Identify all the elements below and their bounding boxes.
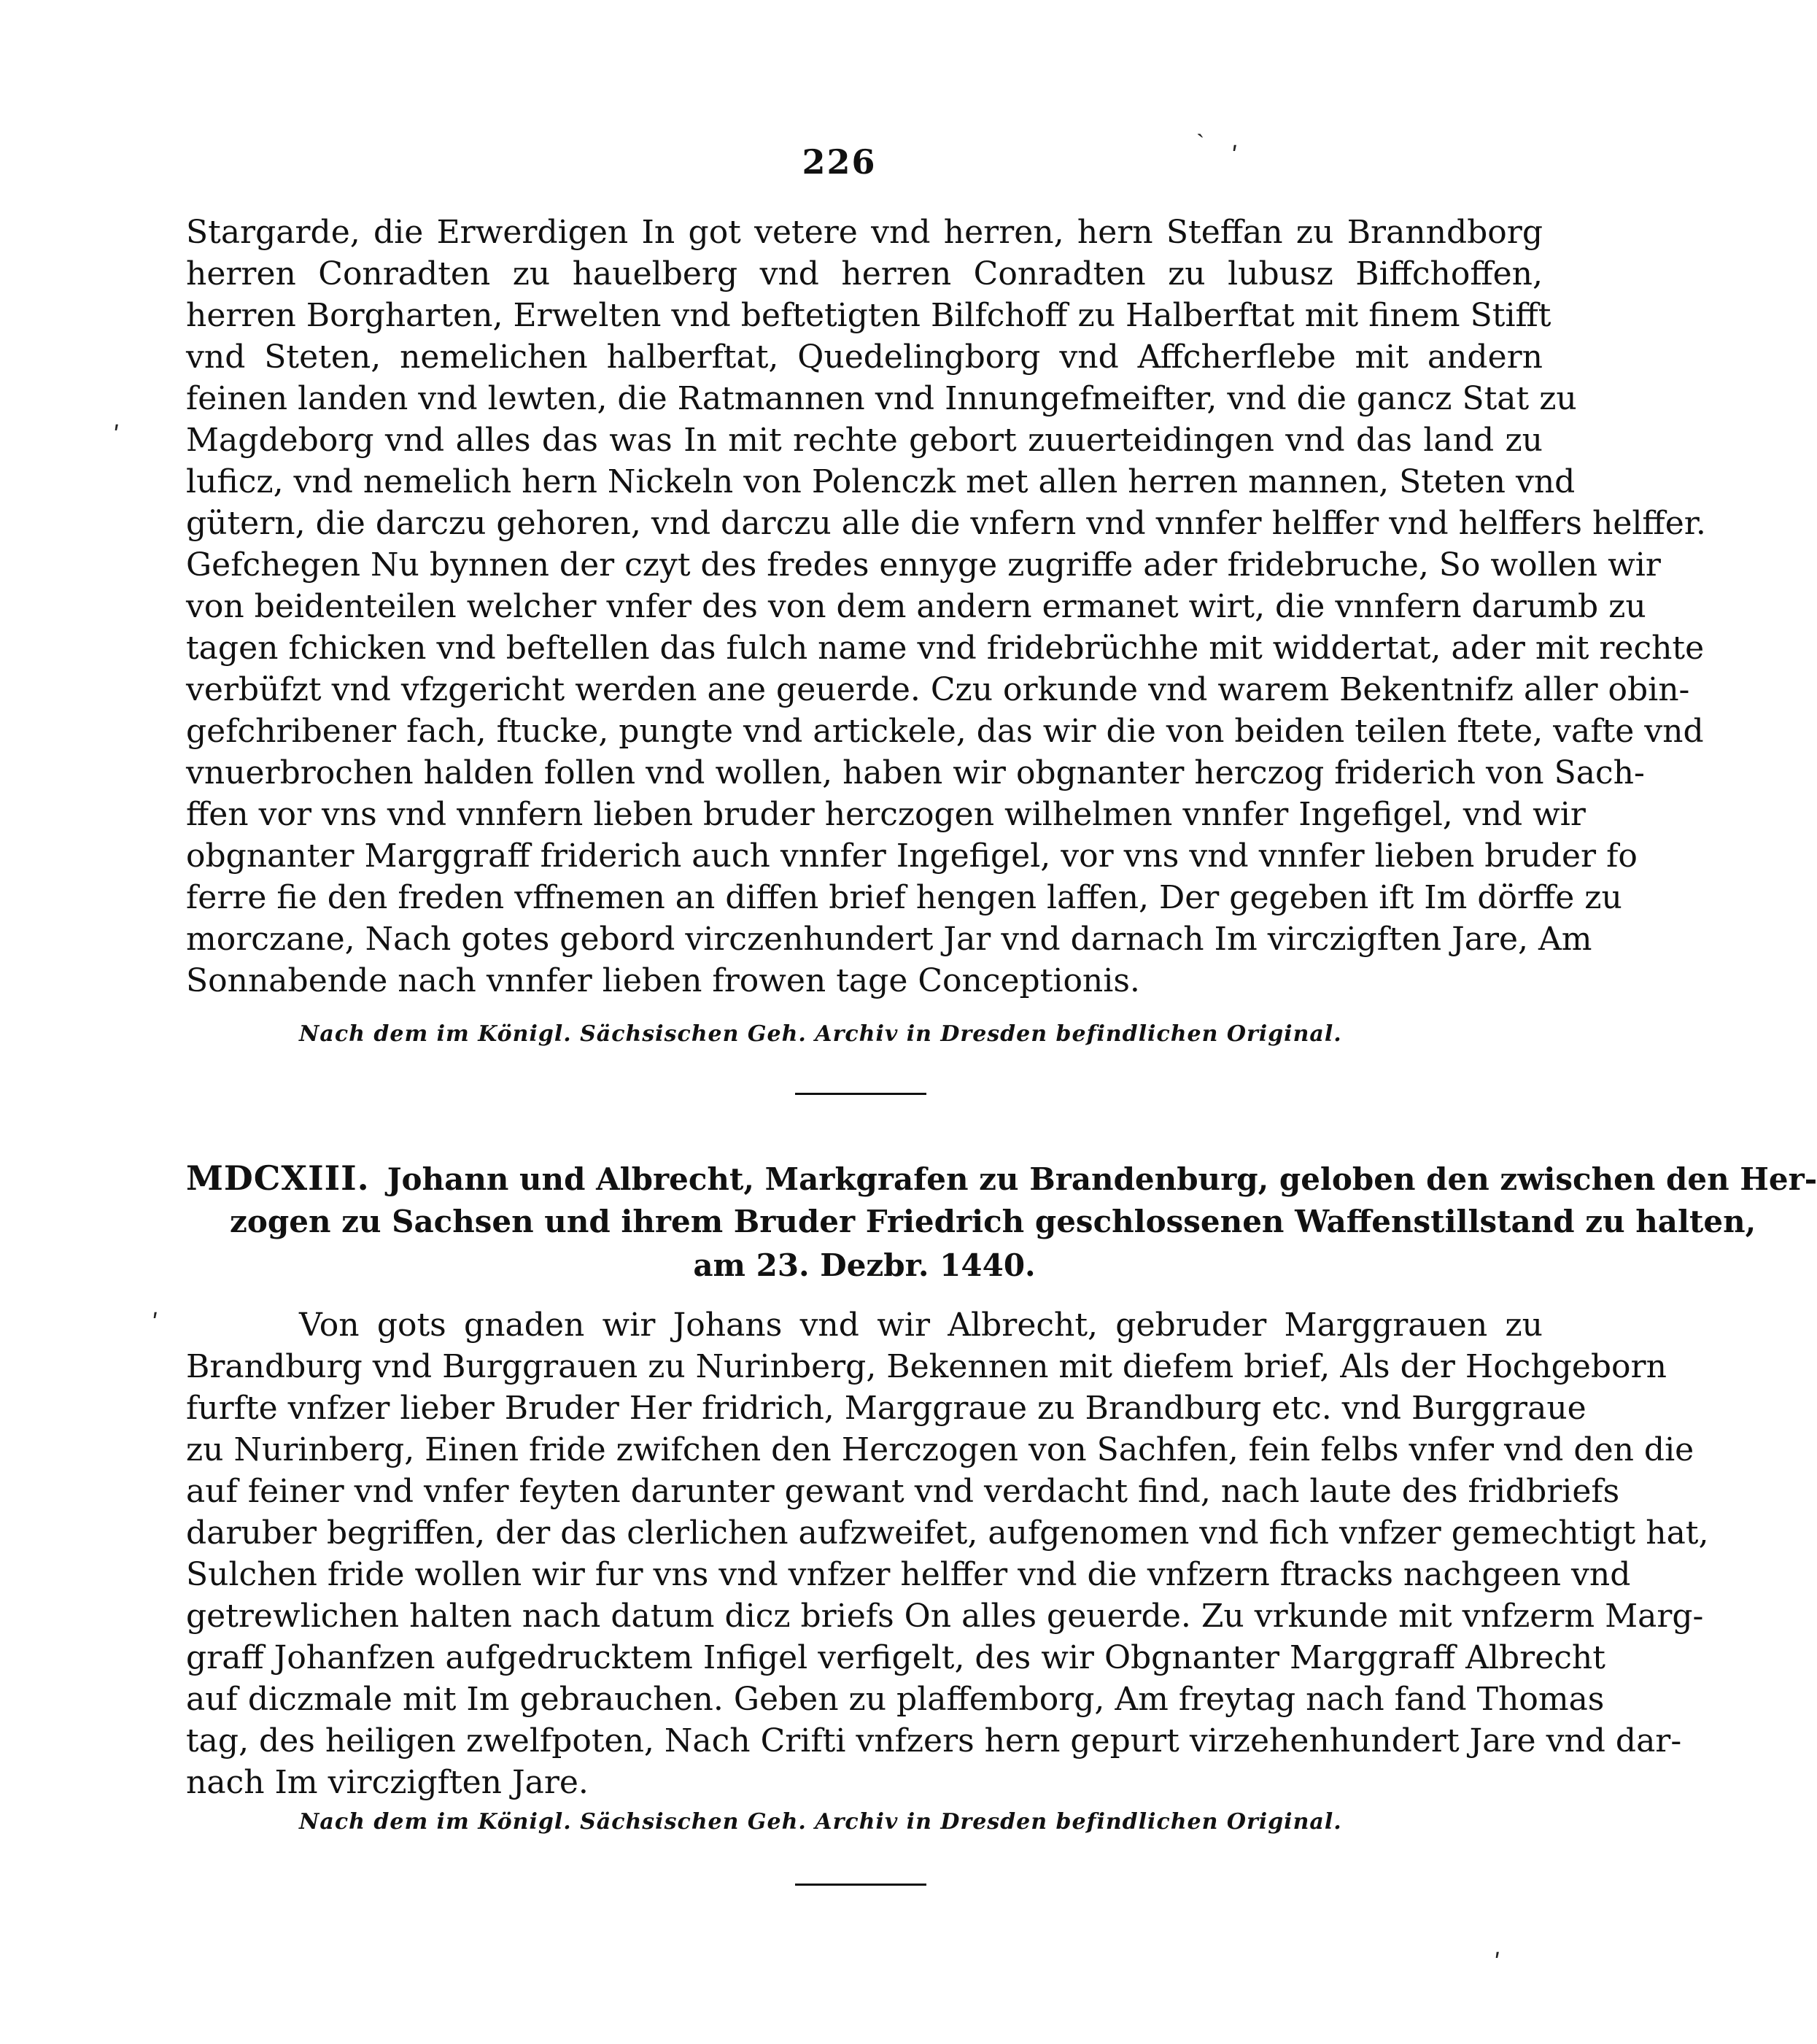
text-line: furfte vnfzer lieber Bruder Her fridrich, Marggraue zu Brandburg etc. vnd Burggraue: [186, 1390, 1587, 1427]
text-line: Sulchen fride wollen wir fur vns vnd vnfzer helffer vnd die vnfzern ftracks nachgeen vnd: [186, 1556, 1631, 1593]
text-line: Von gots gnaden wir Johans vnd wir Albrecht, gebruder Marggrauen zu: [299, 1306, 1543, 1344]
text-line: Magdeborg vnd alles das was In mit rechte gebort zuuerteidingen vnd das land zu: [186, 422, 1543, 459]
text-line: obgnanter Marggraff friderich auch vnnfer Ingefigel, vor vns vnd vnnfer lieben bruder fo: [186, 837, 1638, 875]
print-speck: ʹ: [1231, 142, 1239, 171]
heading-text: Johann und Albrecht, Markgrafen zu Brandenburg, geloben den zwischen den Her-: [387, 1161, 1817, 1197]
text-line: herren Conradten zu hauelberg vnd herren Conradten zu lubusz Biffchoffen,: [186, 255, 1543, 293]
source-note: Nach dem im Königl. Sächsischen Geh. Archiv in Dresden befindlichen Original.: [299, 1809, 1342, 1835]
print-speck: ʹ: [1494, 1949, 1501, 1978]
text-line: feinen landen vnd lewten, die Ratmannen vnd Innungefmeifter, vnd die gancz Stat zu: [186, 380, 1577, 417]
text-line: zu Nurinberg, Einen fride zwifchen den Herczogen von Sachfen, fein felbs vnfer vnd den die: [186, 1431, 1694, 1468]
text-line: Stargarde, die Erwerdigen In got vetere vnd herren, hern Steffan zu Branndborg: [186, 214, 1543, 251]
text-line: Brandburg vnd Burggrauen zu Nurinberg, Bekennen mit diefem brief, Als der Hochgeborn: [186, 1348, 1667, 1385]
text-line: gefchribener fach, ftucke, pungte vnd artickele, das wir die von beiden teilen ftete, vafte vnd: [186, 713, 1704, 750]
section-divider: [795, 1884, 926, 1886]
document-text-continuation: [186, 212, 1706, 1002]
text-line: auf diczmale mit Im gebrauchen. Geben zu plaffemborg, Am freytag nach fand Thomas: [186, 1681, 1605, 1718]
text-line: gütern, die darczu gehoren, vnd darczu alle die vnfern vnd vnnfer helffer vnd helffers helffer.: [186, 505, 1706, 542]
text-line: luficz, vnd nemelich hern Nickeln von Polenczk met allen herren mannen, Steten vnd: [186, 463, 1576, 500]
source-note: Nach dem im Königl. Sächsischen Geh. Archiv in Dresden befindlichen Original.: [299, 1021, 1342, 1047]
print-speck: ˏ: [1196, 109, 1205, 139]
text-line: Gefchegen Nu bynnen der czyt des fredes ennyge zugriffe ader fridebruche, So wollen wir: [186, 546, 1661, 584]
text-line: ferre fie den freden vffnemen an diffen brief hengen laffen, Der gegeben ift Im dörffe zu: [186, 879, 1622, 916]
document-body: [186, 1304, 1709, 1803]
text-line: graff Johanfzen aufgedrucktem Infigel verfigelt, des wir Obgnanter Marggraff Albrecht: [186, 1639, 1605, 1676]
document-number: MDCXIII.: [186, 1158, 370, 1198]
section-divider: [795, 1093, 926, 1095]
text-line: von beidenteilen welcher vnfer des von dem andern ermanet wirt, die vnnfern darumb zu: [186, 588, 1646, 625]
text-line: vnuerbrochen halden follen vnd wollen, haben wir obgnanter herczog friderich von Sach-: [186, 754, 1645, 791]
heading-line: [186, 1156, 1817, 1200]
heading-date: am 23. Dezbr. 1440.: [693, 1247, 1036, 1283]
print-speck: ʹ: [113, 422, 120, 451]
text-line: vnd Steten, nemelichen halberftat, Quedelingborg vnd Affcherflebe mit andern: [186, 338, 1543, 376]
text-line: herren Borgharten, Erwelten vnd beftetigten Bilfchoff zu Halberftat mit finem Stifft: [186, 297, 1551, 334]
text-line: Sonnabende nach vnnfer lieben frowen tage Conceptionis.: [186, 962, 1140, 999]
print-speck: ʹ: [152, 1309, 159, 1339]
page-number: 226: [802, 142, 877, 182]
text-line: ffen vor vns vnd vnnfern lieben bruder herczogen wilhelmen vnnfer Ingefigel, vnd wir: [186, 796, 1586, 833]
text-line: tag, des heiligen zwelfpoten, Nach Crifti vnfzers hern gepurt virzehenhundert Jare vnd dar-: [186, 1722, 1682, 1760]
text-line: verbüfzt vnd vfzgericht werden ane geuerde. Czu orkunde vnd warem Bekentnifz aller obin-: [186, 671, 1690, 708]
text-line: getrewlichen halten nach datum dicz briefs On alles geuerde. Zu vrkunde mit vnfzerm Marg-: [186, 1598, 1704, 1635]
text-line: tagen fchicken vnd beftellen das fulch name vnd fridebrüchhe mit widdertat, ader mit rechte: [186, 630, 1705, 667]
text-line: auf feiner vnd vnfer feyten darunter gewant vnd verdacht find, nach laute des fridbriefs: [186, 1473, 1620, 1510]
document-heading: [186, 1156, 1817, 1288]
text-line: morczane, Nach gotes gebord virczenhundert Jar vnd darnach Im virczigften Jare, Am: [186, 921, 1592, 958]
heading-line: zogen zu Sachsen und ihrem Bruder Friedrich geschlossenen Waffenstillstand zu halten,: [230, 1204, 1756, 1239]
text-line: daruber begriffen, der das clerlichen aufzweifet, aufgenomen vnd fich vnfzer gemechtigt hat,: [186, 1514, 1709, 1552]
text-line: nach Im virczigften Jare.: [186, 1764, 589, 1801]
